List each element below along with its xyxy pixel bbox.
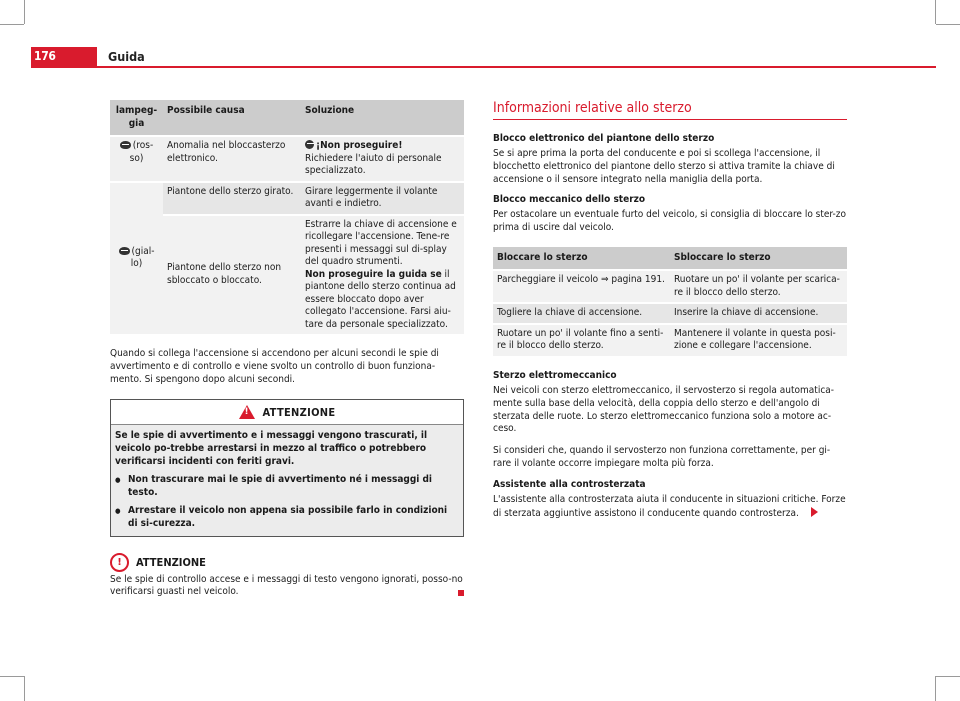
right-column xyxy=(493,100,847,520)
cause-cell: Piantone dello sterzo girato. xyxy=(163,182,301,215)
subheading: Blocco elettronico del piantone dello sterzo xyxy=(493,133,715,144)
table-cell: Inserire la chiave di accensione. xyxy=(670,303,847,324)
lamp-cell-yellow xyxy=(110,182,163,336)
table-row xyxy=(110,215,464,336)
table-header-lamp: lampeg-gia xyxy=(110,100,163,136)
notice-title: ATTENZIONE xyxy=(136,555,206,569)
section-title: Informazioni relative allo sterzo xyxy=(493,100,847,120)
solution-cell xyxy=(301,136,464,182)
warning-bullet: ● Non trascurare mai le spie di avvertimento né i messaggi di testo. xyxy=(115,474,459,499)
crop-mark xyxy=(935,676,936,701)
crop-mark xyxy=(936,24,960,25)
steering-lock-icon xyxy=(119,247,130,255)
body-text: L'assistente alla controsterzata aiuta il conducente in situazioni critiche. Forze di sterzata aggiuntive assistono il conducente quando controsterza. xyxy=(493,493,846,519)
continue-arrow-icon xyxy=(811,507,818,517)
left-column xyxy=(110,100,464,599)
steering-lock-table xyxy=(493,247,847,358)
table-row xyxy=(110,182,464,215)
crop-mark xyxy=(936,676,960,677)
body-paragraph: Quando si collega l'accensione si accendono per alcuni secondi le spie di avvertimento e di controllo e viene svolto un controllo di buon funziona-mento. Si spengono dopo alcuni secondi. xyxy=(110,348,439,385)
table-header-lock: Bloccare lo sterzo xyxy=(493,247,670,271)
table-header-row xyxy=(493,247,847,271)
solution-bold: ¡Non proseguire! xyxy=(316,140,403,151)
notice-text xyxy=(110,574,464,600)
lamp-label: (gial-lo) xyxy=(130,245,155,270)
solution-cell xyxy=(301,215,464,336)
chapter-title: Guida xyxy=(108,49,145,64)
warning-header xyxy=(111,400,463,425)
table-cell: Parcheggiare il veicolo ⇒ pagina 191. xyxy=(493,270,670,303)
table-row xyxy=(493,303,847,324)
table-header-row xyxy=(110,100,464,136)
crop-mark xyxy=(0,676,24,677)
warning-title: ATTENZIONE xyxy=(262,405,336,419)
stop-icon xyxy=(305,140,314,149)
body-paragraph: Nei veicoli con sterzo elettromeccanico, il servosterzo si regola automatica-mente sulla base della velocità, della coppia dello sterzo e dell'angolo di sterzata delle ruote. Lo sterzo elettromeccanico funziona solo a motore ac-ceso. xyxy=(493,384,835,435)
body-paragraph: Se si apre prima la porta del conducente e poi si scollega l'accensione, il blocchetto elettronico del piantone dello sterzo si attiva tramite la chiave di accensione o il sensore integrato nella maniglia della porta. xyxy=(493,148,835,185)
steering-lock-icon xyxy=(120,141,131,149)
header-rule xyxy=(31,66,936,68)
cause-cell: Piantone dello sterzo non sbloccato o bloccato. xyxy=(163,215,301,336)
table-cell: Togliere la chiave di accensione. xyxy=(493,303,670,324)
table-cell: Ruotare un po' il volante fino a senti-re il blocco dello sterzo. xyxy=(493,324,670,357)
warning-box xyxy=(110,399,464,536)
crop-mark xyxy=(24,0,25,24)
table-header-unlock: Sbloccare lo sterzo xyxy=(670,247,847,271)
table-cell: Ruotare un po' il volante per scarica-re il blocco dello sterzo. xyxy=(670,270,847,303)
body-paragraph: Per ostacolare un eventuale furto del veicolo, si consiglia di bloccare lo ster-zo prima di uscire dal veicolo. xyxy=(493,209,846,234)
warning-intro: Se le spie di avvertimento e i messaggi vengono trascurati, il veicolo po-trebbe arrestarsi in mezzo al traffico o potrebbero verificarsi incidenti con feriti gravi. xyxy=(115,430,428,467)
crop-mark xyxy=(935,0,936,24)
solution-text: Richiedere l'aiuto di personale specializzato. xyxy=(305,152,442,176)
solution-cell: Girare leggermente il volante avanti e indietro. xyxy=(301,182,464,215)
page-number: 176 xyxy=(34,49,56,63)
exclamation-circle-icon: ! xyxy=(110,553,129,572)
notice-body: Se le spie di controllo accese e i messaggi di testo vengono ignorati, posso-no verificarsi guasti nel veicolo. xyxy=(110,573,463,598)
table-cell: Mantenere il volante in questa posi-zione e collegare l'accensione. xyxy=(670,324,847,357)
table-row xyxy=(493,324,847,357)
warning-triangle-icon: ! xyxy=(239,405,255,419)
table-header-solution: Soluzione xyxy=(301,100,464,136)
table-row xyxy=(493,270,847,303)
subheading: Assistente alla controsterzata xyxy=(493,478,646,490)
lamp-label: (ros-so) xyxy=(129,140,154,164)
subheading: Blocco meccanico dello sterzo xyxy=(493,194,646,206)
warning-lamp-table xyxy=(110,100,464,336)
solution-text: Estrarre la chiave di accensione e ricollegare l'accensione. Tene-re presenti i messaggi sul di-splay del quadro strumenti. xyxy=(305,218,457,267)
warning-bullet: ● Arrestare il veicolo non appena sia possibile farlo in condizioni di si-curezza. xyxy=(115,505,459,530)
section-end-mark xyxy=(458,590,464,596)
warning-body xyxy=(111,425,463,535)
lamp-cell-red xyxy=(110,136,163,182)
solution-text: il piantone dello sterzo continua ad essere bloccato dopo aver collegato l'accensione. Farsi aiu-tare da personale specializzato. xyxy=(305,268,456,330)
notice-header xyxy=(110,553,464,572)
crop-mark xyxy=(24,676,25,701)
solution-bold: Non proseguire la guida se xyxy=(305,268,442,280)
body-paragraph xyxy=(493,494,847,521)
subheading: Sterzo elettromeccanico xyxy=(493,369,617,381)
table-row xyxy=(110,136,464,182)
body-paragraph: Si consideri che, quando il servosterzo non funziona correttamente, per gi-rare il volante occorre impiegare molta più forza. xyxy=(493,445,831,469)
crop-mark xyxy=(0,24,24,25)
table-header-cause: Possibile causa xyxy=(163,100,301,136)
cause-cell: Anomalia nel bloccasterzo elettronico. xyxy=(163,136,301,182)
